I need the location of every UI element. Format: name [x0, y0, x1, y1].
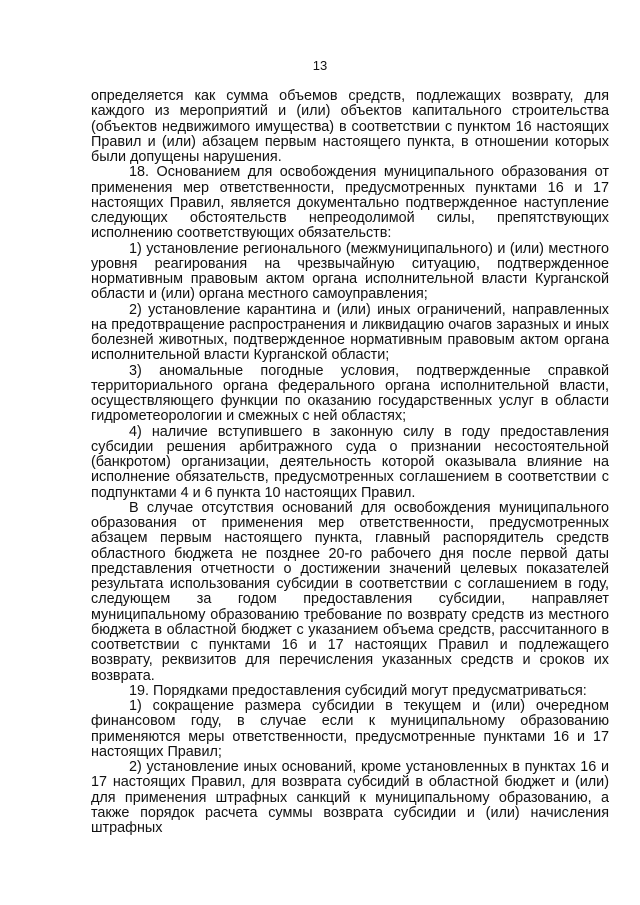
paragraph-no-grounds: В случае отсутствия оснований для освобождения муниципального образования от применения мер ответственности, предусмотренных абзацем первым настоящего пункта, главный распорядитель средств областного бюджета не позднее 20-го рабочего дня после первой даты представления отчетности о достижении значений целевых показателей результата использования субсидии в соответствии с соглашением в году, следующем за годом предоставления субсидии, направляет муниципальному образованию требование по возврату средств из местного бюджета в областной бюджет с указанием объема средств, рассчитанного в соответствии с пунктами 16 и 17 настоящих Правил и подлежащего возврату, реквизитов для перечисления указанных средств и сроков их возврата.	[91, 499, 609, 684]
paragraph-subitem-4: 4) наличие вступившего в законную силу в году предоставления субсидии решения арбитражного суда о признании несостоятельной (банкротом) организации, деятельность которой оказывала влияние на исполнение обязательств, предусмотренных соглашением в соответствии с подпунктами 4 и 6 пункта 10 настоящих Правил.	[91, 423, 609, 501]
paragraph-item-19-subitem-2: 2) установление иных оснований, кроме установленных в пунктах 16 и 17 настоящих Правил, для возврата субсидий в областной бюджет и (или) для применения штрафных санкций к муниципальному образованию, а также порядок расчета суммы возврата субсидии и (или) начисления штрафных	[91, 759, 609, 836]
paragraph-item-18: 18. Основанием для освобождения муниципального образования от применения мер ответственности, предусмотренных пунктами 16 и 17 настоящих Правил, является документально подтвержденное наступление следующих обстоятельств непреодолимой силы, препятствующих исполнению соответствующих обязательств:	[91, 164, 609, 242]
paragraph-subitem-3: 3) аномальные погодные условия, подтвержденные справкой территориального органа федерального органа исполнительной власти, осуществляющего функции по оказанию государственных услуг в области гидрометеорологии и смежных с ней областях;	[91, 362, 609, 425]
paragraph-continuation: определяется как сумма объемов средств, подлежащих возврату, для каждого из мероприятий и (или) объектов капитального строительства (объектов недвижимого имущества) в соответствии с пунктом 16 настоящих Правил и (или) абзацем первым настоящего пункта, в отношении которых были допущены нарушения.	[91, 88, 609, 165]
page-number: 13	[312, 58, 328, 73]
paragraph-item-19-subitem-1: 1) сокращение размера субсидии в текущем и (или) очередном финансовом году, в случае если к муниципальному образованию применяются меры ответственности, предусмотренные пунктами 16 и 17 настоящих Правил;	[91, 698, 609, 760]
paragraph-item-19: 19. Порядками предоставления субсидий могут предусматриваться:	[129, 682, 587, 699]
document-body	[91, 89, 609, 836]
paragraph-subitem-2: 2) установление карантина и (или) иных ограничений, направленных на предотвращение распространения и ликвидацию очагов заразных и иных болезней животных, подтвержденное нормативным правовым актом органа исполнительной власти Курганской области;	[91, 301, 609, 364]
paragraph-subitem-1: 1) установление региональногo (межмуниципального) и (или) местного уровня реагирования на чрезвычайную ситуацию, подтвержденное нормативным правовым актом органа исполнительной власти Курганской области и (или) органа местного самоуправления;	[91, 240, 609, 303]
